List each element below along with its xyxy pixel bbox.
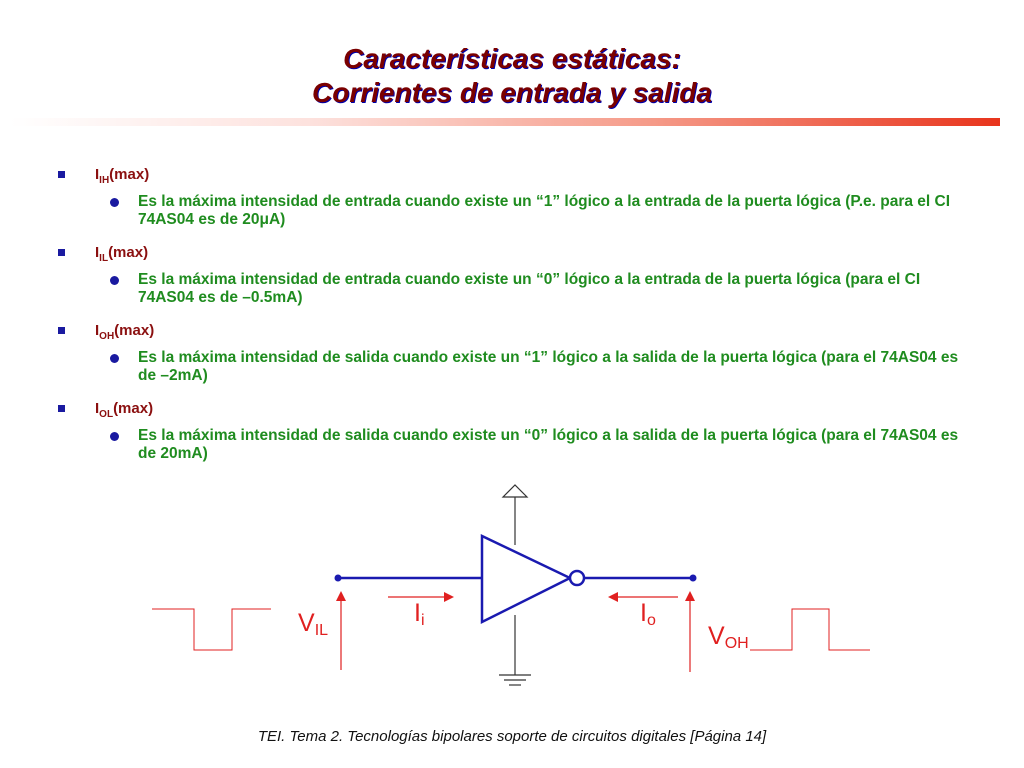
vcc-supply-icon: [503, 485, 527, 545]
ground-icon: [499, 615, 531, 685]
inverter-gate-icon: [482, 536, 570, 622]
current-param-label: $I_{OL}(\max)$: [95, 400, 154, 420]
param-description: Es la máxima intensidad de entrada cuando existe un “1” lógico a la entrada de la puerta lógica (P.e. para el CI 74AS04 es de 20μA): [138, 193, 951, 228]
title-line-2: Corrientes de entrada y salida: [312, 77, 712, 108]
voh-label: VOH: [708, 622, 749, 652]
current-param-label: $I_{OH}(\max)$: [95, 322, 155, 342]
inverter-bubble-icon: [570, 571, 584, 585]
io-label: Io: [640, 599, 656, 629]
title-line-1: Características estáticas:: [343, 43, 681, 74]
param-description: Es la máxima intensidad de salida cuando existe un “0” lógico a la salida de la puerta lógica (para el 74AS04 es de 20mA): [138, 427, 959, 462]
slide-footer: TEI. Tema 2. Tecnologías bipolares soporte de circuitos digitales [Página 14]: [257, 728, 767, 745]
param-description: Es la máxima intensidad de entrada cuando existe un “0” lógico a la entrada de la puerta lógica (para el CI 74AS04 es de –0.5mA): [138, 271, 921, 306]
ii-label: Ii: [414, 599, 425, 629]
output-terminal: [690, 575, 697, 582]
output-high-pulse-waveform: [750, 609, 870, 650]
current-param-label: $I_{IL}(\max)$: [95, 244, 149, 264]
input-terminal: [335, 575, 342, 582]
param-description: Es la máxima intensidad de salida cuando existe un “1” lógico a la salida de la puerta lógica (para el 74AS04 es de –2mA): [138, 349, 959, 384]
vil-label: VIL: [298, 609, 329, 639]
current-param-label: $I_{IH}(\max)$: [95, 166, 150, 186]
input-low-pulse-waveform: [152, 609, 271, 650]
